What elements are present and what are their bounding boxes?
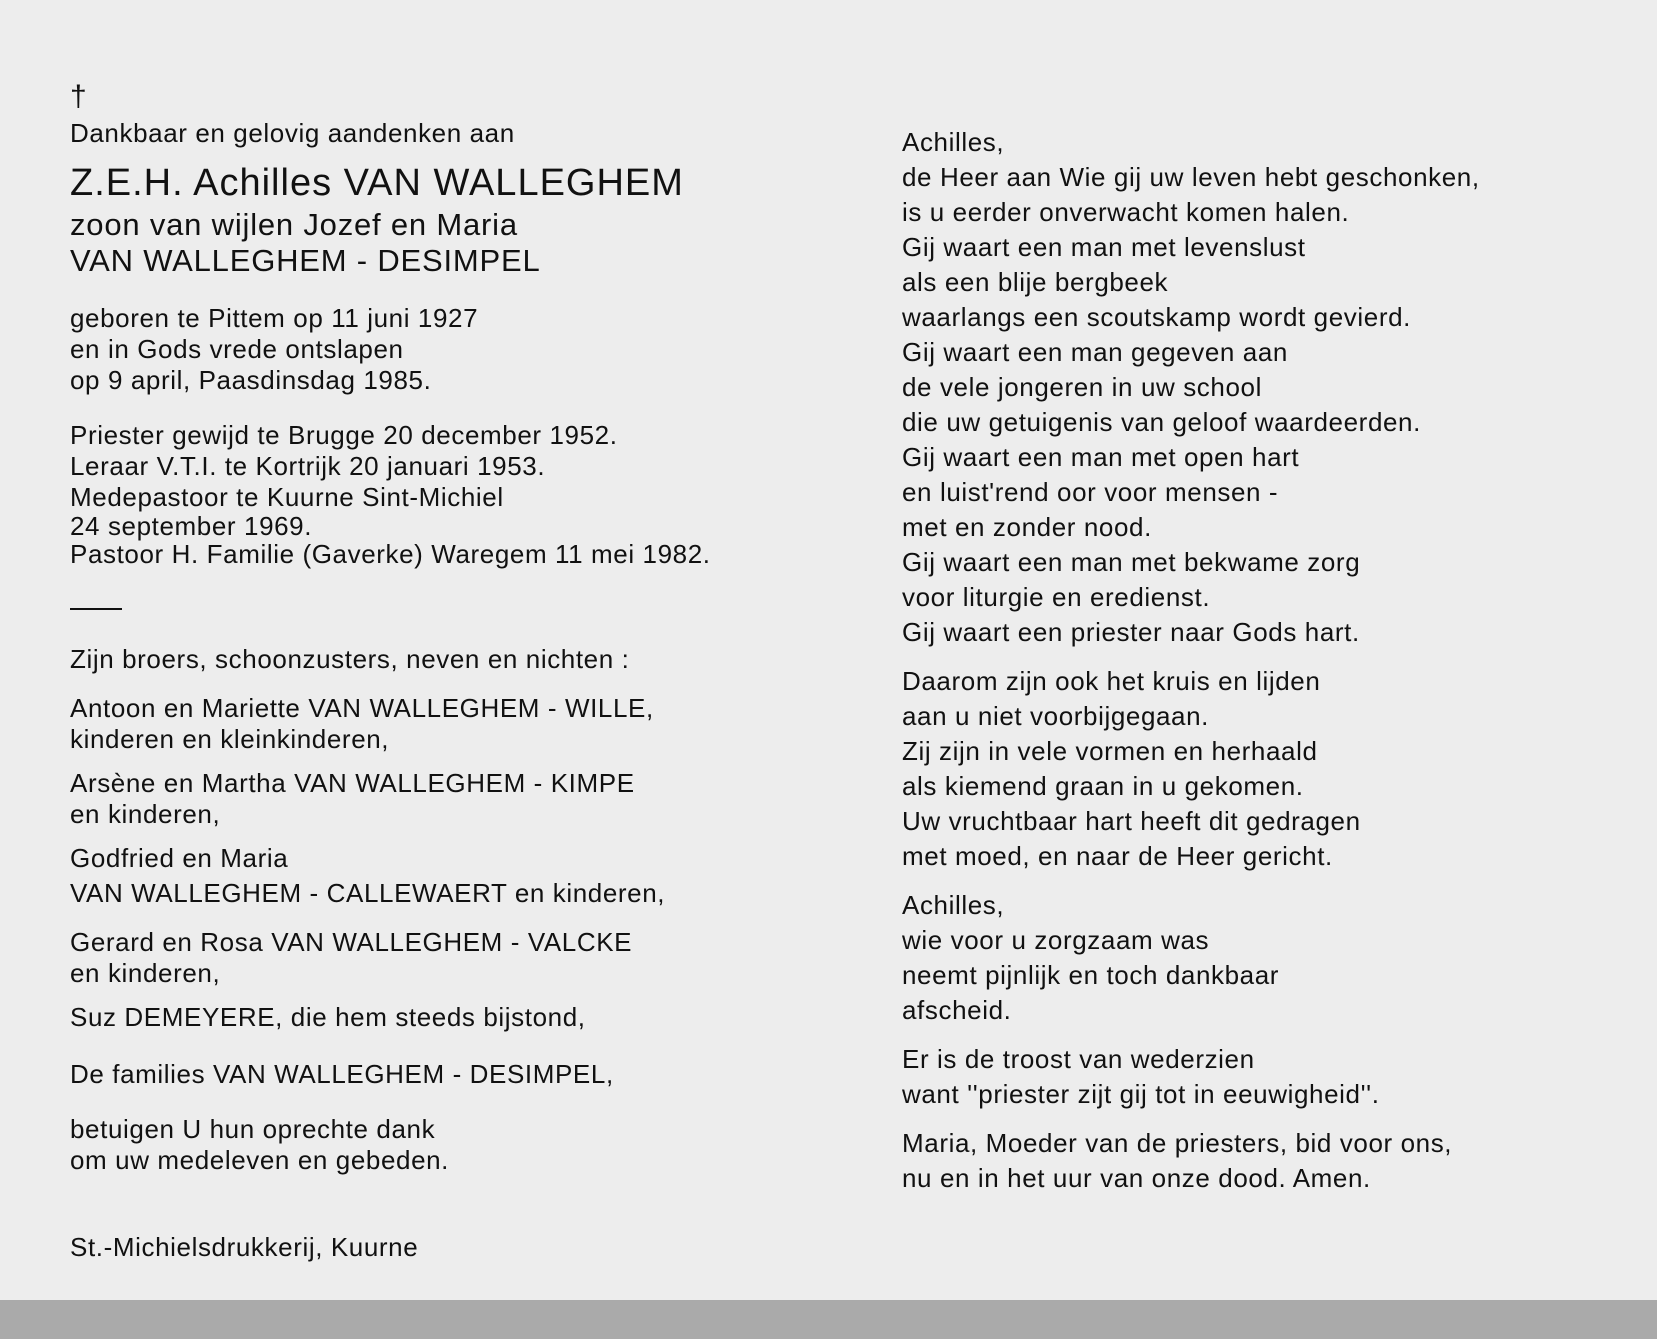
printer-credit: St.-Michielsdrukkerij, Kuurne: [70, 1232, 419, 1262]
poem-line: aan u niet voorbijgegaan.: [902, 701, 1210, 731]
poem-line: afscheid.: [902, 995, 1012, 1025]
families-line: De families VAN WALLEGHEM - DESIMPEL,: [70, 1059, 614, 1089]
family-group: [70, 925, 790, 986]
intro-text: Dankbaar en gelovig aandenken aan: [70, 118, 515, 148]
deceased-name: Z.E.H. Achilles VAN WALLEGHEM: [70, 162, 684, 204]
parents-line-2: VAN WALLEGHEM - DESIMPEL: [70, 243, 541, 278]
poem-line: Maria, Moeder van de priesters, bid voor ons,: [902, 1128, 1453, 1158]
thanks-block: [70, 1114, 790, 1176]
poem-line: met en zonder nood.: [902, 512, 1152, 542]
poem-stanza: [902, 888, 1622, 1028]
poem-line: Achilles,: [902, 890, 1005, 920]
poem-stanza: [902, 1126, 1622, 1196]
poem-line: Er is de troost van wederzien: [902, 1044, 1255, 1074]
family-line: en kinderen,: [70, 958, 221, 988]
poem-stanza: [902, 1042, 1622, 1112]
poem-line: Daarom zijn ook het kruis en lijden: [902, 666, 1321, 696]
left-column: [70, 80, 790, 1263]
family-line: en kinderen,: [70, 799, 221, 829]
family-line: Arsène en Martha VAN WALLEGHEM - KIMPE: [70, 768, 635, 798]
career-line: Leraar V.T.I. te Kortrijk 20 januari 1953.: [70, 451, 546, 481]
family-line: VAN WALLEGHEM - CALLEWAERT en kinderen,: [70, 878, 666, 908]
family-group: [70, 766, 790, 827]
poem-line: met moed, en naar de Heer gericht.: [902, 841, 1333, 871]
family-group: [70, 1000, 790, 1035]
poem-line: neemt pijnlijk en toch dankbaar: [902, 960, 1280, 990]
family-group: [70, 841, 790, 911]
parents-line-1: zoon van wijlen Jozef en Maria: [70, 207, 518, 242]
poem-stanza: [902, 664, 1622, 874]
poem-line: voor liturgie en eredienst.: [902, 582, 1211, 612]
poem-line: als kiemend graan in u gekomen.: [902, 771, 1304, 801]
family-intro: Zijn broers, schoonzusters, neven en nichten :: [70, 644, 630, 674]
poem-line: Gij waart een priester naar Gods hart.: [902, 617, 1360, 647]
poem-line: want ''priester zijt gij tot in eeuwigheid''.: [902, 1079, 1380, 1109]
poem-line: Achilles,: [902, 127, 1005, 157]
career-line: Pastoor H. Familie (Gaverke) Waregem 11 mei 1982.: [70, 539, 711, 569]
poem-line: en luist'rend oor voor mensen -: [902, 477, 1279, 507]
scan-edge: [0, 1300, 1657, 1339]
birth-block: [70, 303, 790, 396]
birth-line: op 9 april, Paasdinsdag 1985.: [70, 365, 432, 395]
poem-line: de Heer aan Wie gij uw leven hebt geschonken,: [902, 162, 1480, 192]
cross-icon: †: [70, 80, 88, 113]
poem-line: als een blije bergbeek: [902, 267, 1169, 297]
divider: [70, 608, 122, 610]
birth-line: en in Gods vrede ontslapen: [70, 334, 404, 364]
family-group: [70, 691, 790, 752]
poem-line: Gij waart een man met bekwame zorg: [902, 547, 1361, 577]
poem-stanza: [902, 125, 1622, 650]
poem-line: Gij waart een man met levenslust: [902, 232, 1306, 262]
family-line: Suz DEMEYERE, die hem steeds bijstond,: [70, 1002, 586, 1032]
family-block: [70, 642, 790, 1035]
career-line: Medepastoor te Kuurne Sint-Michiel: [70, 482, 504, 512]
family-line: Godfried en Maria: [70, 843, 289, 873]
poem-line: Uw vruchtbaar hart heeft dit gedragen: [902, 806, 1361, 836]
poem-column: [902, 125, 1622, 1196]
poem-line: de vele jongeren in uw school: [902, 372, 1262, 402]
birth-line: geboren te Pittem op 11 juni 1927: [70, 303, 479, 333]
poem-line: wie voor u zorgzaam was: [902, 925, 1210, 955]
poem-line: Zij zijn in vele vormen en herhaald: [902, 736, 1318, 766]
career-line: Priester gewijd te Brugge 20 december 1952.: [70, 420, 618, 450]
poem-line: Gij waart een man gegeven aan: [902, 337, 1288, 367]
poem-line: Gij waart een man met open hart: [902, 442, 1300, 472]
poem-line: nu en in het uur van onze dood. Amen.: [902, 1163, 1371, 1193]
family-line: Antoon en Mariette VAN WALLEGHEM - WILLE,: [70, 693, 654, 723]
thanks-line: om uw medeleven en gebeden.: [70, 1145, 450, 1175]
poem-line: waarlangs een scoutskamp wordt gevierd.: [902, 302, 1411, 332]
family-line: Gerard en Rosa VAN WALLEGHEM - VALCKE: [70, 927, 633, 957]
career-block: [70, 420, 790, 570]
family-line: kinderen en kleinkinderen,: [70, 724, 390, 754]
poem-line: is u eerder onverwacht komen halen.: [902, 197, 1350, 227]
thanks-line: betuigen U hun oprechte dank: [70, 1114, 436, 1144]
career-line: 24 september 1969.: [70, 511, 313, 541]
poem-line: die uw getuigenis van geloof waardeerden.: [902, 407, 1421, 437]
